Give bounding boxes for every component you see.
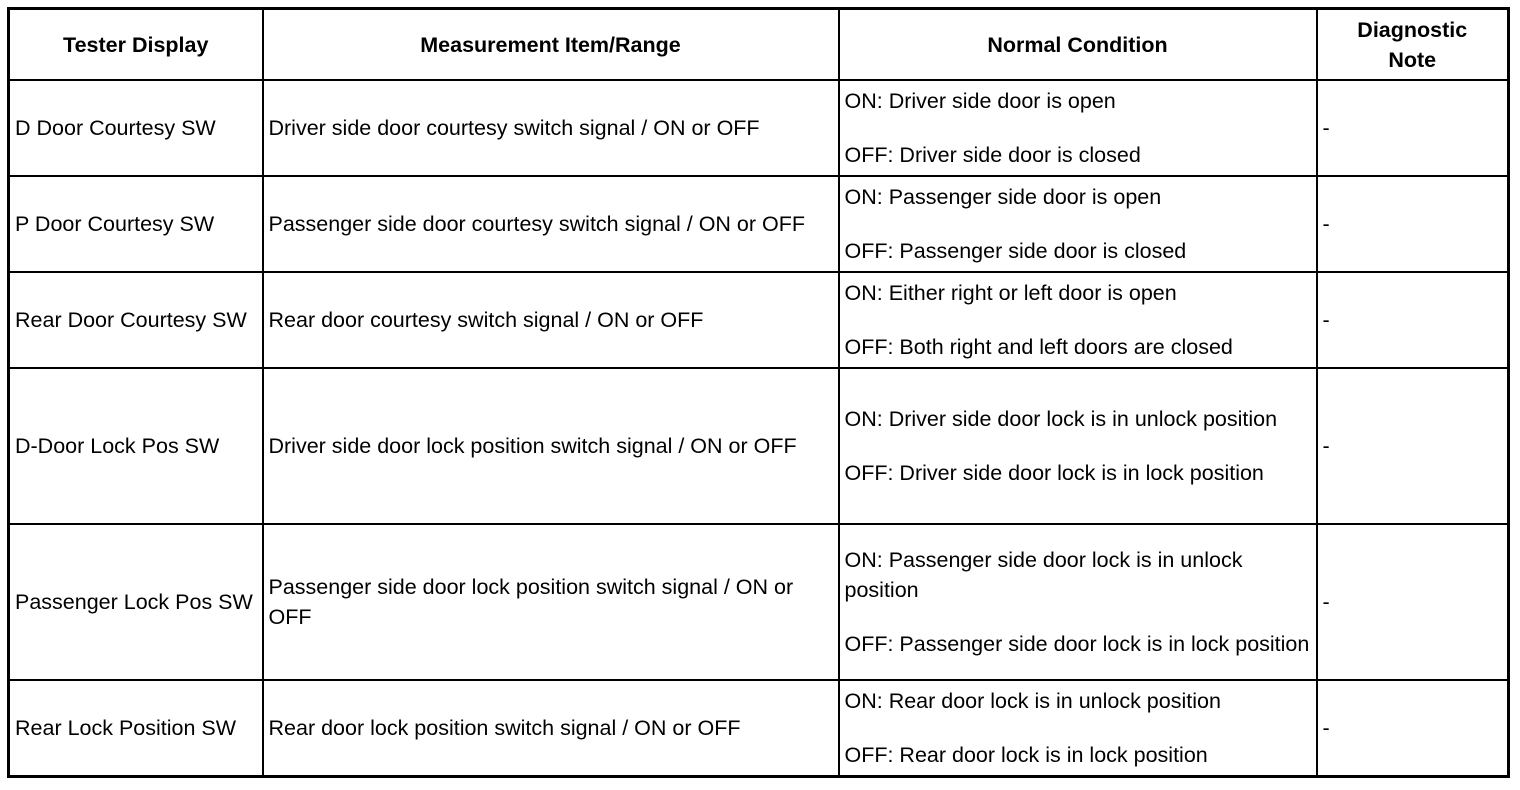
table-header-row <box>9 9 1509 81</box>
condition-on-text: ON: Rear door lock is in unlock position <box>844 689 1221 713</box>
measurement-cell: Rear door courtesy switch signal / ON or OFF <box>263 272 839 368</box>
diagnostic-note-cell: - <box>1317 524 1509 680</box>
header-tester-display: Tester Display <box>9 9 263 81</box>
header-measurement-item-range: Measurement Item/Range <box>263 9 839 81</box>
diagnostic-note-cell: - <box>1317 272 1509 368</box>
diagnostic-note-cell: - <box>1317 368 1509 524</box>
condition-off-text: OFF: Both right and left doors are closed <box>844 335 1233 359</box>
table-row <box>9 272 1509 368</box>
tester-display-cell: Rear Lock Position SW <box>9 680 263 777</box>
table-row <box>9 176 1509 272</box>
table-row <box>9 80 1509 176</box>
tester-display-cell: D-Door Lock Pos SW <box>9 368 263 524</box>
measurement-cell: Rear door lock position switch signal / ON or OFF <box>263 680 839 777</box>
measurement-cell: Driver side door courtesy switch signal / ON or OFF <box>263 80 839 176</box>
condition-off-text: OFF: Driver side door is closed <box>844 143 1141 167</box>
measurement-cell: Passenger side door lock position switch signal / ON or OFF <box>263 524 839 680</box>
table-row <box>9 368 1509 524</box>
diagnostic-note-cell: - <box>1317 176 1509 272</box>
measurement-cell: Driver side door lock position switch signal / ON or OFF <box>263 368 839 524</box>
condition-on-text: ON: Passenger side door is open <box>844 185 1162 209</box>
header-diagnostic-note-line1: Diagnostic <box>1357 17 1468 42</box>
diagnostic-data-table <box>7 7 1510 778</box>
measurement-cell: Passenger side door courtesy switch signal / ON or OFF <box>263 176 839 272</box>
table-row <box>9 680 1509 777</box>
tester-display-cell: Passenger Lock Pos SW <box>9 524 263 680</box>
tester-display-cell: D Door Courtesy SW <box>9 80 263 176</box>
normal-condition-cell <box>839 80 1317 176</box>
diagnostic-note-cell: - <box>1317 680 1509 777</box>
condition-off-text: OFF: Passenger side door lock is in lock position <box>844 632 1310 656</box>
condition-off-text: OFF: Passenger side door is closed <box>844 239 1187 263</box>
header-diagnostic-note <box>1317 9 1509 81</box>
condition-on-text: ON: Driver side door lock is in unlock position <box>844 407 1278 431</box>
tester-display-cell: Rear Door Courtesy SW <box>9 272 263 368</box>
tester-display-cell: P Door Courtesy SW <box>9 176 263 272</box>
normal-condition-cell <box>839 680 1317 777</box>
header-normal-condition: Normal Condition <box>839 9 1317 81</box>
diagnostic-note-cell: - <box>1317 80 1509 176</box>
header-diagnostic-note-line2: Note <box>1388 47 1437 72</box>
condition-off-text: OFF: Driver side door lock is in lock position <box>844 461 1264 485</box>
normal-condition-cell <box>839 524 1317 680</box>
condition-off-text: OFF: Rear door lock is in lock position <box>844 743 1208 767</box>
normal-condition-cell <box>839 176 1317 272</box>
normal-condition-cell <box>839 272 1317 368</box>
condition-on-text: ON: Passenger side door lock is in unlock position <box>844 548 1243 602</box>
condition-on-text: ON: Either right or left door is open <box>844 281 1177 305</box>
condition-on-text: ON: Driver side door is open <box>844 89 1116 113</box>
table-row <box>9 524 1509 680</box>
normal-condition-cell <box>839 368 1317 524</box>
